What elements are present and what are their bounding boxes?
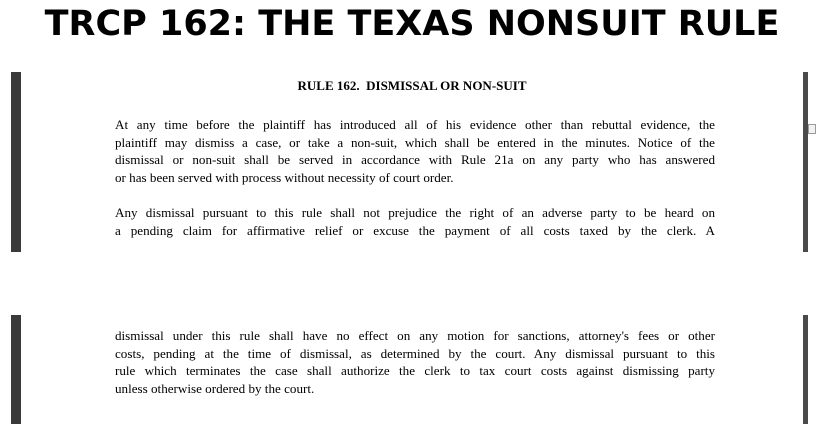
paragraph-line: a pending claim for affirmative relief or excuse the payment of all costs taxed by the clerk. A [115,222,715,238]
paragraph-line: plaintiff may dismiss a case, or take a non-suit, which shall be entered in the minutes. Notice of the [115,134,715,150]
paragraph-effect [115,204,715,239]
page-left-edge [11,315,21,424]
page-right-edge [803,315,808,424]
paragraph-timing [115,116,715,186]
banner-title: TRCP 162: THE TEXAS NONSUIT RULE [44,4,780,44]
paragraph-line: At any time before the plaintiff has introduced all of his evidence other than rebuttal evidence, the [115,117,715,132]
document-page-top [0,72,824,252]
paragraph-line: Any dismissal pursuant to this rule shall not prejudice the right of an adverse party to be heard on [115,205,715,220]
paragraph-line: unless otherwise ordered by the court. [115,380,315,396]
rule-heading: RULE 162. DISMISSAL OR NON-SUIT [297,78,527,93]
document-page-bottom [0,315,824,424]
paragraph-line: costs, pending at the time of dismissal, as determined by the court. Any dismissal pursuant to this [115,345,715,361]
page-right-edge [803,72,808,252]
paragraph-line: rule which terminates the case shall authorize the clerk to tax court costs against dismissing party [115,363,715,378]
paragraph-line: or has been served with process without necessity of court order. [115,169,454,185]
page-left-edge [11,72,21,252]
scrollbar-thumb[interactable] [808,124,816,134]
paragraph-line: dismissal under this rule shall have no effect on any motion for sanctions, attorney's fees or other [115,328,715,343]
paragraph-continuation [115,327,715,397]
paragraph-line: dismissal or non-suit shall be served in accordance with Rule 21a on any party who has answered [115,152,715,167]
